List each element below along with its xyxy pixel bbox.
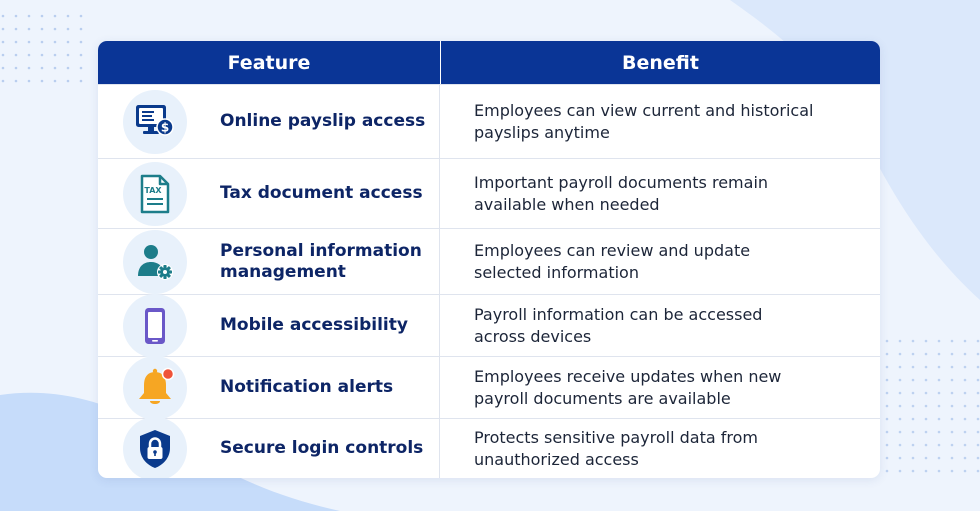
table-row-notification-alerts	[98, 356, 880, 418]
user-settings-icon	[123, 230, 187, 294]
feature-cell	[98, 85, 440, 158]
benefit-cell	[440, 229, 880, 294]
feature-label: Secure login controls	[220, 438, 424, 458]
benefit-text-line: across devices	[474, 326, 592, 346]
benefit-text-line: Payroll information can be accessed	[474, 304, 763, 324]
feature-cell	[98, 295, 440, 356]
benefit-text-line: payroll documents are available	[474, 388, 731, 408]
table-row-mobile-accessibility	[98, 294, 880, 356]
feature-label: Notification alerts	[220, 377, 394, 397]
feature-label: Mobile accessibility	[220, 315, 408, 335]
feature-label: Online payslip access	[220, 111, 426, 131]
benefit-cell	[440, 159, 880, 228]
feature-benefit-table	[98, 41, 880, 478]
table-row-online-payslip	[98, 84, 880, 158]
feature-cell	[98, 357, 440, 418]
benefit-text-line: Employees can review and update	[474, 240, 751, 260]
feature-column-header: Feature	[98, 41, 441, 84]
benefit-cell	[440, 295, 880, 356]
benefit-text-line: payslips anytime	[474, 122, 610, 142]
benefit-text-line: Employees can view current and historical	[474, 100, 814, 120]
table-row-tax-document	[98, 158, 880, 228]
table-row-personal-information	[98, 228, 880, 294]
benefit-text-line: selected information	[474, 262, 639, 282]
benefit-cell	[440, 419, 880, 478]
monitor-payslip-icon	[123, 90, 187, 154]
smartphone-icon	[123, 294, 187, 358]
tax-icon-text: TAX	[144, 185, 162, 195]
benefit-text-line: available when needed	[474, 194, 660, 214]
benefit-text-line: unauthorized access	[474, 449, 639, 469]
svg-text:$: $	[160, 120, 170, 134]
benefit-column-header: Benefit	[622, 51, 699, 74]
feature-label-line: Personal information	[220, 240, 422, 261]
benefit-text-line: Employees receive updates when new	[474, 366, 782, 386]
feature-cell	[98, 159, 440, 228]
benefit-cell	[440, 357, 880, 418]
shield-lock-icon	[123, 417, 187, 479]
benefit-text-line: Important payroll documents remain	[474, 172, 769, 192]
benefit-cell	[440, 85, 880, 158]
feature-cell	[98, 419, 440, 478]
feature-label: Tax document access	[220, 183, 423, 203]
table-row-secure-login	[98, 418, 880, 478]
tax-document-icon	[123, 162, 187, 226]
feature-label	[220, 241, 422, 283]
benefit-text-line: Protects sensitive payroll data from	[474, 427, 758, 447]
bell-icon	[123, 356, 187, 420]
feature-label-line: management	[220, 261, 346, 282]
feature-cell	[98, 229, 440, 294]
table-header	[98, 41, 880, 84]
